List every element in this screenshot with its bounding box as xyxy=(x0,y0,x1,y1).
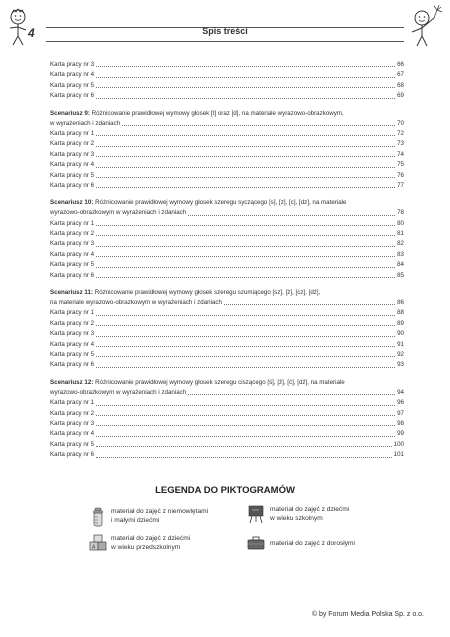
toc-row[interactable] xyxy=(50,308,404,318)
leader-dots xyxy=(96,98,395,99)
toc-row[interactable] xyxy=(50,139,404,149)
leader-dots xyxy=(96,77,395,78)
easel-board-icon xyxy=(247,504,265,524)
leader-dots xyxy=(96,457,392,458)
child-figure-right-icon xyxy=(404,4,446,48)
scenario-heading-line2[interactable] xyxy=(50,119,404,129)
toc-row-label: Karta pracy nr 4 xyxy=(50,430,95,438)
leader-dots xyxy=(96,436,395,437)
toc-row[interactable] xyxy=(50,271,404,281)
scenario-page: 94 xyxy=(397,388,404,396)
toc-row-page: 92 xyxy=(397,350,404,358)
leader-dots xyxy=(96,325,395,326)
toc-row-label: Karta pracy nr 2 xyxy=(50,140,95,148)
page-title: Spis treści xyxy=(202,26,248,36)
toc-row[interactable] xyxy=(50,239,404,249)
baby-bottle-icon xyxy=(90,507,106,527)
legend-item-text-line2: w wieku przedszkolnym xyxy=(111,544,181,551)
toc-row[interactable] xyxy=(50,171,404,181)
leader-dots xyxy=(96,277,395,278)
toc-row-label: Karta pracy nr 3 xyxy=(50,240,95,248)
toc-row-page: 101 xyxy=(393,451,404,459)
toc-row-page: 90 xyxy=(397,330,404,338)
legend-item-school-children xyxy=(270,505,349,523)
toc-row-page: 93 xyxy=(397,361,404,369)
toc-row-page: 67 xyxy=(397,71,404,79)
leader-dots xyxy=(96,87,395,88)
toc-row-label: Karta pracy nr 6 xyxy=(50,181,95,189)
leader-dots xyxy=(96,135,395,136)
leader-dots xyxy=(96,146,395,147)
legend-title: LEGENDA DO PIKTOGRAMÓW xyxy=(155,485,295,496)
scenario-heading[interactable] xyxy=(50,378,404,388)
scenario-title-line2: wyrazowo-obrazkowym w wyrażeniach i zdaniach xyxy=(50,388,187,396)
toc-row-page: 66 xyxy=(397,60,404,68)
leader-dots xyxy=(188,215,395,216)
leader-dots xyxy=(96,267,395,268)
legend-item-text-line1: materiał do zajęć z dziećmi xyxy=(111,535,191,542)
toc-row-label: Karta pracy nr 1 xyxy=(50,129,95,137)
toc-row-page: 85 xyxy=(397,271,404,279)
scenario-heading[interactable] xyxy=(50,109,404,119)
table-of-contents xyxy=(50,60,404,461)
toc-row-page: 75 xyxy=(397,161,404,169)
toc-row-label: Karta pracy nr 4 xyxy=(50,340,95,348)
toc-row-label: Karta pracy nr 5 xyxy=(50,350,95,358)
toc-row[interactable] xyxy=(50,429,404,439)
scenario-title-line2: wyrazowo-obrazkowym w wyrażeniach i zdaniach xyxy=(50,209,187,217)
toc-row-label: Karta pracy nr 6 xyxy=(50,451,95,459)
toc-row[interactable] xyxy=(50,340,404,350)
toc-row-page: 96 xyxy=(397,399,404,407)
toc-row[interactable] xyxy=(50,91,404,101)
toc-row-page: 88 xyxy=(397,309,404,317)
page-header xyxy=(0,0,450,50)
copyright-footer: © by Forum Media Polska Sp. z o.o. xyxy=(311,611,424,618)
leader-dots xyxy=(96,336,395,337)
scenario-heading-line2[interactable] xyxy=(50,298,404,308)
toc-row[interactable] xyxy=(50,419,404,429)
legend-item-text-line1: materiał do zajęć z dorosłymi xyxy=(270,540,356,547)
legend-item-adults xyxy=(270,539,355,548)
toc-row-label: Karta pracy nr 1 xyxy=(50,399,95,407)
toc-row[interactable] xyxy=(50,129,404,139)
toc-row-page: 91 xyxy=(397,340,404,348)
leader-dots xyxy=(96,367,395,368)
svg-text:A: A xyxy=(92,544,96,551)
scenario-heading[interactable] xyxy=(50,198,404,208)
scenario-heading-line2[interactable] xyxy=(50,208,404,218)
leader-dots xyxy=(122,125,395,126)
scenario-12-group xyxy=(50,378,404,461)
toc-row-label: Karta pracy nr 6 xyxy=(50,271,95,279)
scenario-heading[interactable] xyxy=(50,288,404,298)
toc-row-page: 77 xyxy=(397,181,404,189)
toc-row[interactable] xyxy=(50,181,404,191)
toc-row[interactable] xyxy=(50,319,404,329)
toc-row-page: 73 xyxy=(397,140,404,148)
leader-dots xyxy=(96,346,395,347)
toc-row[interactable] xyxy=(50,70,404,80)
leader-dots xyxy=(96,156,395,157)
toc-row-page: 69 xyxy=(397,92,404,100)
leader-dots xyxy=(188,394,395,395)
scenario-title-line1: Różnicowanie prawidłowej wymowy głosek [t] oraz [d], na materiale wyrazowo-obrazkowym, xyxy=(89,109,344,117)
legend-item-text-line1: materiał do zajęć z dziećmi xyxy=(270,506,350,513)
toc-row-label: Karta pracy nr 2 xyxy=(50,230,95,238)
leader-dots xyxy=(96,187,395,188)
scenario-page: 78 xyxy=(397,209,404,217)
scenario-page: 70 xyxy=(397,119,404,127)
legend-item-preschool-children xyxy=(111,534,190,552)
toc-row-label: Karta pracy nr 3 xyxy=(50,330,95,338)
toc-row-page: 98 xyxy=(397,419,404,427)
toc-row-label: Karta pracy nr 5 xyxy=(50,261,95,269)
leader-dots xyxy=(96,446,392,447)
toc-row-page: 81 xyxy=(397,230,404,238)
toc-row-label: Karta pracy nr 1 xyxy=(50,219,95,227)
legend-item-text-line1: materiał do zajęć z niemowlętami xyxy=(111,508,209,515)
scenario-title-line2: na materiale wyrazowo-obrazkowym w wyrażeniach i zdaniach xyxy=(50,299,222,307)
child-figure-left-icon xyxy=(4,8,32,48)
toc-row[interactable] xyxy=(50,150,404,160)
toc-row-label: Karta pracy nr 2 xyxy=(50,409,95,417)
toc-row-label: Karta pracy nr 3 xyxy=(50,150,95,158)
toc-row-label: Karta pracy nr 3 xyxy=(50,419,95,427)
scenario-lead: Scenariusz 12: xyxy=(50,378,94,386)
toc-row-page: 74 xyxy=(397,150,404,158)
scenario-lead: Scenariusz 10: xyxy=(50,199,94,207)
leader-dots xyxy=(96,356,395,357)
toc-row-label: Karta pracy nr 5 xyxy=(50,81,95,89)
scenario-title-line1: Różnicowanie prawidłowej wymowy głosek szeregu syczącego [s], [z], [c], [dz], na materiale xyxy=(93,199,347,207)
toc-row-page: 97 xyxy=(397,409,404,417)
leader-dots xyxy=(224,304,395,305)
toc-row-page: 80 xyxy=(397,219,404,227)
toc-row-label: Karta pracy nr 4 xyxy=(50,161,95,169)
toc-row[interactable] xyxy=(50,160,404,170)
leader-dots xyxy=(96,256,395,257)
scenario-10-group xyxy=(50,198,404,281)
toc-row-page: 68 xyxy=(397,81,404,89)
toc-row[interactable] xyxy=(50,81,404,91)
toc-row-label: Karta pracy nr 3 xyxy=(50,60,95,68)
leader-dots xyxy=(96,66,395,67)
toc-row-label: Karta pracy nr 4 xyxy=(50,71,95,79)
toc-row-page: 84 xyxy=(397,261,404,269)
leader-dots xyxy=(96,235,395,236)
toc-row-label: Karta pracy nr 4 xyxy=(50,250,95,258)
toc-row[interactable] xyxy=(50,398,404,408)
leader-dots xyxy=(96,177,395,178)
toc-row[interactable] xyxy=(50,440,404,450)
toc-row-label: Karta pracy nr 6 xyxy=(50,92,95,100)
toc-row[interactable] xyxy=(50,450,404,460)
scenario-title-line1: Różnicowanie prawidłowej wymowy głosek szeregu szumiącego [sz], [ż], [cz], [dż], xyxy=(93,289,321,297)
toy-blocks-icon xyxy=(88,533,108,553)
leader-dots xyxy=(96,315,395,316)
scenario-title-line1: Różnicowanie prawidłowej wymowy głosek szeregu ciszącego [ś], [ź], [ć], [dź], na materiale xyxy=(93,378,345,386)
scenario-lead: Scenariusz 11: xyxy=(50,289,93,297)
leader-dots xyxy=(96,405,395,406)
toc-row[interactable] xyxy=(50,409,404,419)
toc-row[interactable] xyxy=(50,60,404,70)
briefcase-icon xyxy=(247,536,265,550)
scenario-title-line2: w wyrażeniach i zdaniach xyxy=(50,119,121,127)
page-number: 4 xyxy=(28,26,35,40)
legend-item-text-line2: i małymi dziećmi xyxy=(111,517,160,524)
leader-dots xyxy=(96,425,395,426)
toc-row-page: 76 xyxy=(397,171,404,179)
toc-row-page: 83 xyxy=(397,250,404,258)
toc-row[interactable] xyxy=(50,250,404,260)
scenario-9-group xyxy=(50,109,404,192)
leader-dots xyxy=(96,246,395,247)
leader-dots xyxy=(96,167,395,168)
scenario-11-group xyxy=(50,288,404,371)
legend-item-infants xyxy=(111,507,208,525)
scenario-heading-line2[interactable] xyxy=(50,388,404,398)
scenario-page: 86 xyxy=(397,299,404,307)
toc-row[interactable] xyxy=(50,229,404,239)
leader-dots xyxy=(96,225,395,226)
legend-item-text-line2: w wieku szkolnym xyxy=(270,515,323,522)
toc-intro-group xyxy=(50,60,404,102)
scenario-lead: Scenariusz 9: xyxy=(50,109,90,117)
toc-row-label: Karta pracy nr 5 xyxy=(50,171,95,179)
toc-row[interactable] xyxy=(50,350,404,360)
toc-row[interactable] xyxy=(50,260,404,270)
toc-row[interactable] xyxy=(50,360,404,370)
leader-dots xyxy=(96,415,395,416)
toc-row-label: Karta pracy nr 6 xyxy=(50,361,95,369)
toc-row-page: 82 xyxy=(397,240,404,248)
toc-row-label: Karta pracy nr 1 xyxy=(50,309,95,317)
toc-row-page: 89 xyxy=(397,319,404,327)
toc-row-page: 100 xyxy=(393,440,404,448)
toc-row[interactable] xyxy=(50,329,404,339)
toc-row[interactable] xyxy=(50,219,404,229)
toc-row-page: 99 xyxy=(397,430,404,438)
toc-row-page: 72 xyxy=(397,129,404,137)
toc-row-label: Karta pracy nr 5 xyxy=(50,440,95,448)
toc-row-label: Karta pracy nr 2 xyxy=(50,319,95,327)
